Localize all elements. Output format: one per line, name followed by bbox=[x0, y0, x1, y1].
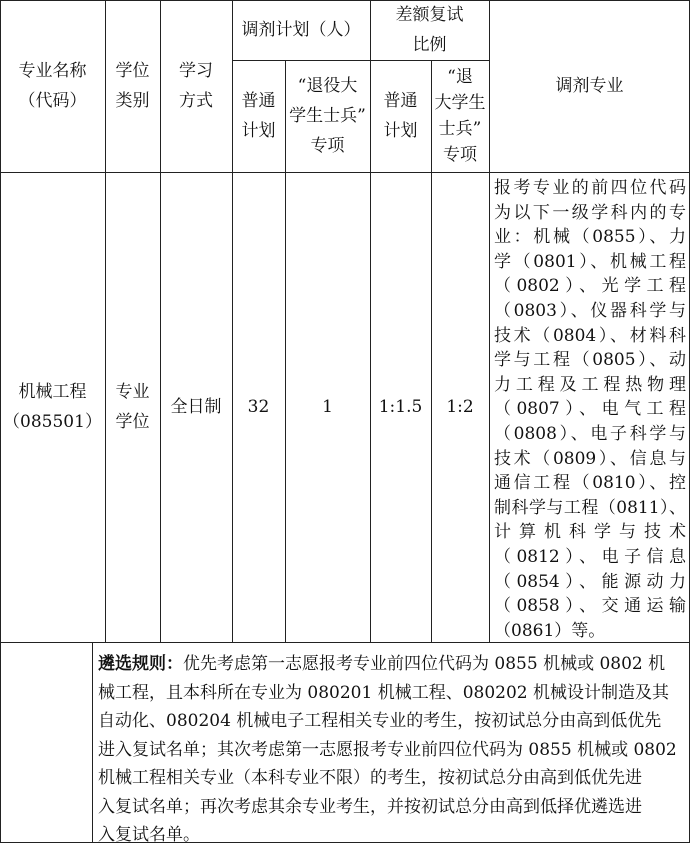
rules-line: 遴选规则：优先考虑第一志愿报考专业前四位代码为 0855 机械或 0802 机 bbox=[98, 654, 666, 674]
header-degree-type: 学位 类别 bbox=[115, 61, 150, 111]
header-study-mode: 学习 方式 bbox=[179, 61, 213, 111]
adjust-major-line: 学（0801）、机械工程 bbox=[494, 251, 686, 272]
row-ratio-veteran: 1:2 bbox=[446, 397, 474, 417]
row-study-mode: 全日制 bbox=[170, 397, 222, 417]
adjust-major-line: （0808）、电子科学与 bbox=[494, 423, 686, 444]
row-ratio-regular: 1:1.5 bbox=[378, 397, 423, 417]
rules-label: 遴选规则： bbox=[98, 654, 183, 674]
header-ratio-veteran: “退 大学生 士兵” 专项 bbox=[434, 67, 486, 165]
row-adjust-majors bbox=[494, 176, 686, 643]
header-adjust-major: 调剂专业 bbox=[555, 76, 624, 96]
adjust-major-line: 技术（0804）、材料科 bbox=[494, 325, 686, 346]
adjust-major-line: 通信工程（0810）、控 bbox=[494, 473, 686, 494]
header-plan-group: 调剂计划（人） bbox=[241, 20, 361, 40]
header-plan-regular: 普通 计划 bbox=[241, 91, 276, 141]
adjust-major-line: 报考专业的前四位代码 bbox=[494, 178, 686, 198]
adjust-major-line: （0802）、光学工程 bbox=[494, 276, 686, 297]
adjust-major-line: （0807）、电气工程 bbox=[494, 399, 686, 420]
header-ratio-group: 差额复试 比例 bbox=[395, 5, 464, 55]
adjust-major-line: （0812）、电子信息 bbox=[494, 546, 686, 567]
adjust-major-line: 业：机械（0855）、力 bbox=[494, 227, 686, 248]
header-major-name: 专业名称 （代码） bbox=[18, 61, 87, 111]
row-plan-regular: 32 bbox=[247, 397, 270, 417]
header-ratio-regular: 普通 计划 bbox=[383, 91, 418, 141]
rules-line: 自动化、080204 机械电子工程相关专业的考生，按初试总分由高到低优先 bbox=[98, 711, 662, 731]
rules-line: 入复试名单。 bbox=[98, 825, 200, 845]
adjust-major-line: （0854）、能源动力 bbox=[494, 571, 686, 592]
row-major-name: 机械工程 （085501） bbox=[3, 382, 102, 432]
rules-line: 入复试名单；再次考虑其余专业考生，并按初试总分由高到低择优遴选进 bbox=[98, 796, 642, 817]
selection-rules bbox=[98, 650, 686, 850]
rules-line: 进入复试名单；其次考虑第一志愿报考专业前四位代码为 0855 机械或 0802 bbox=[98, 739, 677, 760]
adjust-major-line: 计算机科学与技术 bbox=[494, 522, 686, 543]
rules-line: 机械工程相关专业（本科专业不限）的考生，按初试总分由高到低优先进 bbox=[98, 768, 642, 788]
adjust-major-line: 为以下一级学科内的专 bbox=[494, 202, 686, 223]
adjust-major-line: 技术（0809）、信息与 bbox=[494, 448, 686, 469]
rules-line: 械工程，且本科所在专业为 080201 机械工程、080202 机械设计制造及其 bbox=[98, 682, 670, 703]
header-plan-veteran: “退役大 学生士兵” 专项 bbox=[289, 76, 366, 156]
adjust-major-line: （0803）、仪器科学与 bbox=[494, 300, 686, 321]
rules-left-divider bbox=[92, 642, 93, 843]
adjust-major-line: （0861）等。 bbox=[494, 620, 606, 641]
row-degree-type: 专业 学位 bbox=[115, 382, 150, 432]
row-plan-veteran: 1 bbox=[322, 397, 333, 417]
adjust-major-line: 学与工程（0805）、动 bbox=[494, 350, 686, 371]
adjust-major-line: 制科学与工程（0811）、 bbox=[494, 497, 686, 518]
adjust-major-line: 力工程及工程热物理 bbox=[494, 374, 686, 395]
adjust-major-line: （0858）、交通运输 bbox=[494, 596, 686, 617]
